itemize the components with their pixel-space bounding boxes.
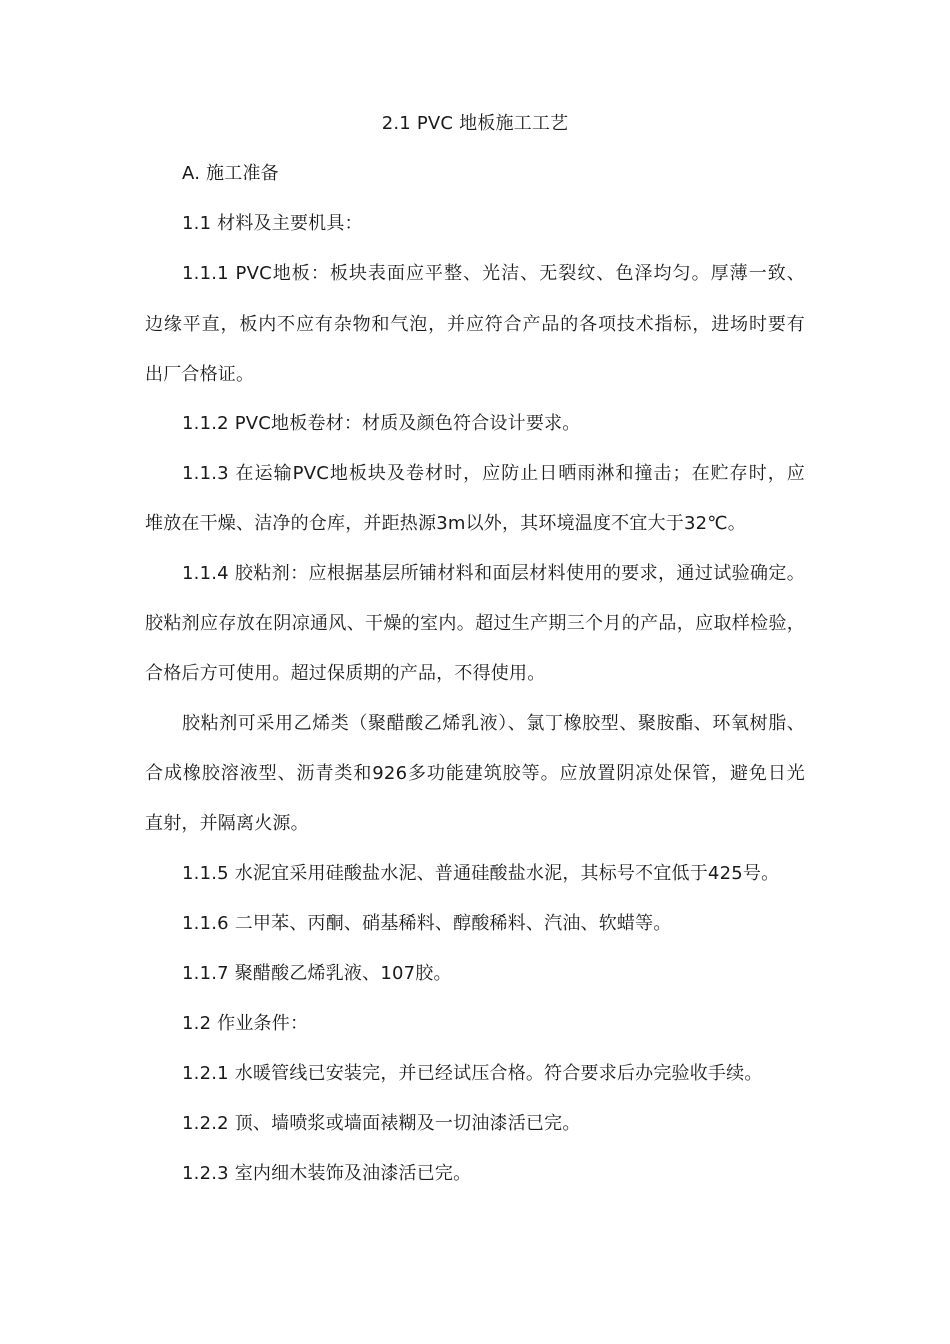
paragraph-1-1-3-line-2: 堆放在干燥、洁净的仓库，并距热源3m以外，其环境温度不宜大于32℃。 bbox=[145, 513, 746, 534]
paragraph-1-1-4-line-3: 合格后方可使用。超过保质期的产品，不得使用。 bbox=[145, 663, 546, 684]
paragraph-adhesive-line-3: 直射，并隔离火源。 bbox=[145, 813, 309, 834]
paragraph-adhesive-line-1: 胶粘剂可采用乙烯类（聚醋酸乙烯乳液）、氯丁橡胶型、聚胺酯、环氧树脂、 bbox=[182, 713, 805, 734]
paragraph-1-1-4-line-2: 胶粘剂应存放在阴凉通风、干燥的室内。超过生产期三个月的产品，应取样检验， bbox=[145, 613, 805, 634]
paragraph-1-1-4-line-1: 1.1.4 胶粘剂：应根据基层所铺材料和面层材料使用的要求，通过试验确定。 bbox=[182, 563, 805, 584]
paragraph-1-1-6: 1.1.6 二甲苯、丙酮、硝基稀料、醇酸稀料、汽油、软蜡等。 bbox=[182, 913, 672, 934]
document-title: 2.1 PVC 地板施工工艺 bbox=[381, 113, 569, 134]
paragraph-1-1-3-line-1: 1.1.3 在运输PVC地板块及卷材时，应防止日晒雨淋和撞击；在贮存时，应 bbox=[182, 463, 805, 484]
subsection-heading-1-2: 1.2 作业条件： bbox=[182, 1013, 309, 1034]
paragraph-1-2-2: 1.2.2 顶、墙喷浆或墙面裱糊及一切油漆活已完。 bbox=[182, 1113, 581, 1134]
paragraph-1-1-1-line-3: 出厂合格证。 bbox=[145, 364, 255, 385]
paragraph-1-2-3: 1.2.3 室内细木装饰及油漆活已完。 bbox=[182, 1163, 472, 1184]
paragraph-1-1-1-line-1: 1.1.1 PVC地板：板块表面应平整、光洁、无裂纹、色泽均匀。厚薄一致、 bbox=[182, 263, 805, 284]
paragraph-1-1-1-line-2: 边缘平直，板内不应有杂物和气泡，并应符合产品的各项技术指标，进场时要有 bbox=[145, 314, 805, 335]
paragraph-1-1-7: 1.1.7 聚醋酸乙烯乳液、107胶。 bbox=[182, 963, 452, 984]
section-heading-a: A. 施工准备 bbox=[182, 163, 279, 184]
paragraph-1-1-5: 1.1.5 水泥宜采用硅酸盐水泥、普通硅酸盐水泥，其标号不宜低于425号。 bbox=[182, 863, 780, 884]
paragraph-1-1-2: 1.1.2 PVC地板卷材：材质及颜色符合设计要求。 bbox=[182, 413, 581, 434]
paragraph-1-2-1: 1.2.1 水暖管线已安装完，并已经试压合格。符合要求后办完验收手续。 bbox=[182, 1063, 763, 1084]
paragraph-adhesive-line-2: 合成橡胶溶液型、沥青类和926多功能建筑胶等。应放置阴凉处保管，避免日光 bbox=[145, 763, 805, 784]
subsection-heading-1-1: 1.1 材料及主要机具： bbox=[182, 213, 363, 234]
